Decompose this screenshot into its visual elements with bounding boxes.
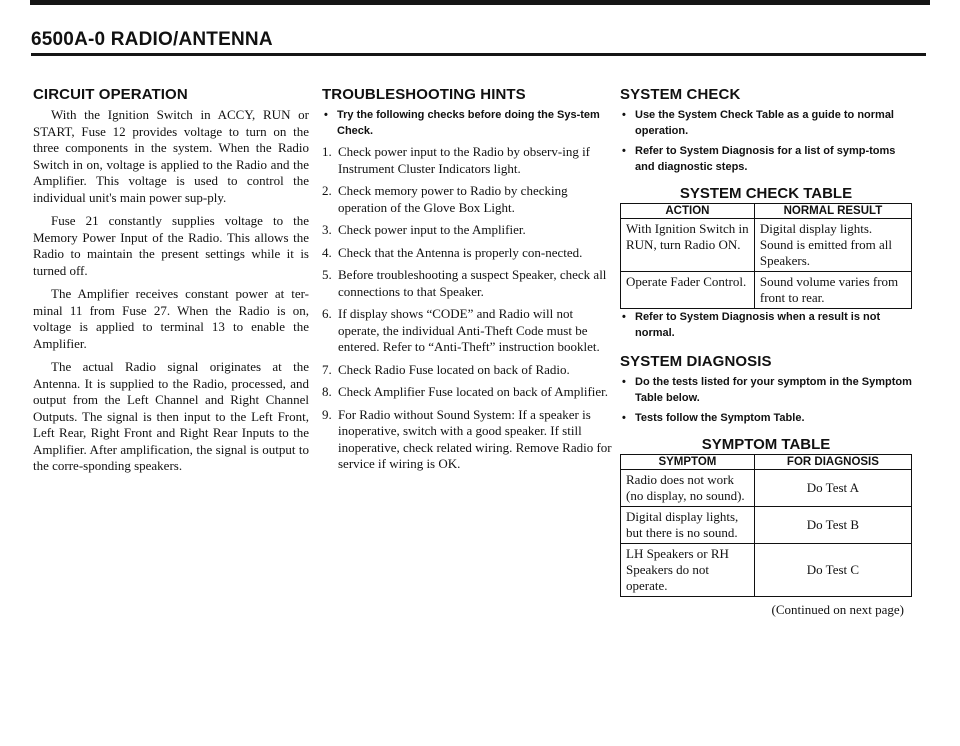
bullet-text: Try the following checks before doing the Sys-tem Check.: [337, 109, 600, 137]
paragraph: With the Ignition Switch in ACCY, RUN or START, Fuse 12 provides voltage to turn on the three components in the system. When the Radio Switch in on, voltage is applied to the Radio and the Amplifier. This voltage is used to control the individual unit's main power sup-ply.: [33, 107, 309, 205]
list-item: [322, 362, 614, 379]
list-item: [322, 183, 614, 216]
item-number: 6.: [322, 306, 332, 321]
top-rule: [30, 0, 930, 5]
table-cell: Sound volume varies from front to rear.: [754, 272, 911, 309]
item-text: Before troubleshooting a suspect Speaker, check all connections to that Speaker.: [338, 267, 607, 299]
bullet-text: Refer to System Diagnosis when a result is not normal.: [635, 311, 881, 339]
table-cell: Digital display lights. Sound is emitted from all Speakers.: [754, 219, 911, 272]
item-number: 2.: [322, 183, 332, 198]
list-item: [322, 144, 614, 177]
bullet-text: Use the System Check Table as a guide to normal operation.: [635, 109, 894, 137]
item-number: 8.: [322, 384, 332, 399]
item-number: 5.: [322, 267, 332, 282]
list-item: [322, 245, 614, 262]
bullet-item: [620, 143, 912, 175]
hints-list: [322, 144, 614, 473]
item-text: If display shows “CODE” and Radio will not operate, the individual Anti-Theft Code must be entered. Refer to “Anti-Theft” instruction booklet.: [338, 306, 600, 354]
troubleshooting-section: [322, 86, 614, 479]
bullet-icon: •: [622, 412, 626, 424]
symptom-table-title: SYMPTOM TABLE: [701, 436, 831, 453]
troubleshooting-heading: TROUBLESHOOTING HINTS: [322, 86, 526, 103]
bullet-text: Tests follow the Symptom Table.: [635, 412, 805, 424]
bullet-icon: •: [324, 109, 328, 121]
bullet-icon: •: [622, 311, 626, 323]
bullet-text: Do the tests listed for your symptom in the Symptom Table below.: [635, 376, 912, 404]
bullet-icon: •: [622, 145, 626, 157]
table-cell: Do Test A: [754, 470, 911, 507]
system-check-note: [620, 309, 912, 341]
page-title: 6500A-0 RADIO/ANTENNA: [31, 29, 273, 50]
bullet-item: [322, 107, 614, 139]
system-check-section: [620, 86, 912, 618]
table-cell: LH Speakers or RH Speakers do not operate.: [621, 544, 755, 597]
bullet-item: [620, 107, 912, 139]
bullet-icon: •: [622, 109, 626, 121]
list-item: [322, 306, 614, 356]
table-header-row: [621, 455, 912, 470]
continued-note: (Continued on next page): [771, 602, 904, 617]
item-text: Check power input to the Radio by observ-ing if Instrument Cluster Indicators light.: [338, 144, 591, 176]
system-check-heading: SYSTEM CHECK: [620, 86, 741, 103]
table-row: [621, 470, 912, 507]
column-header: SYMPTOM: [621, 455, 755, 470]
item-text: For Radio without Sound System: If a speaker is inoperative, switch with a good speaker. If still inoperative, check related wiring. Remove Radio for service if wiring is OK.: [338, 406, 612, 471]
table-cell: Digital display lights, but there is no sound.: [621, 507, 755, 544]
item-text: Check that the Antenna is properly con-nected.: [338, 244, 583, 260]
table-row: [621, 507, 912, 544]
item-text: Check power input to the Amplifier.: [338, 222, 526, 237]
list-item: [322, 407, 614, 473]
table-row: [621, 272, 912, 309]
bullet-item: [620, 374, 912, 406]
table-cell: Radio does not work (no display, no sound).: [621, 470, 755, 507]
item-number: 3.: [322, 222, 332, 237]
paragraph: The Amplifier receives constant power at ter-minal 11 from Fuse 27. When the Radio is on, voltage is applied to terminal 13 to enable the Amplifier.: [33, 286, 309, 351]
circuit-operation-heading: CIRCUIT OPERATION: [33, 86, 188, 103]
item-text: Check Radio Fuse located on back of Radio.: [338, 361, 570, 377]
paragraph: Fuse 21 constantly supplies voltage to the Memory Power Input of the Radio. This allows the Radio to maintain the present settings while it is turned off.: [33, 213, 309, 278]
system-check-bullets: [620, 107, 912, 175]
list-item: [322, 384, 614, 401]
item-text: Check memory power to Radio by checking operation of the Glove Box Light.: [338, 183, 568, 215]
column-header: NORMAL RESULT: [754, 204, 911, 219]
item-text: Check Amplifier Fuse located on back of Amplifier.: [338, 384, 609, 399]
item-number: 9.: [322, 406, 332, 422]
column-header: ACTION: [621, 204, 755, 219]
table-header-row: [621, 204, 912, 219]
system-check-table: [620, 203, 912, 309]
system-diagnosis-bullets: [620, 374, 912, 426]
troubleshooting-bullets: [322, 107, 614, 139]
item-number: 4.: [322, 244, 332, 260]
header-rule: [31, 53, 926, 56]
bullet-item: [620, 309, 912, 341]
table-row: [621, 544, 912, 597]
table-cell: Operate Fader Control.: [621, 272, 755, 309]
bullet-icon: •: [622, 376, 626, 388]
column-header: FOR DIAGNOSIS: [754, 455, 911, 470]
circuit-operation-section: [33, 86, 309, 482]
table-cell: With Ignition Switch in RUN, turn Radio ON.: [621, 219, 755, 272]
table-row: [621, 219, 912, 272]
list-item: [322, 267, 614, 300]
symptom-table: [620, 454, 912, 597]
bullet-text: Refer to System Diagnosis for a list of symp-toms and diagnostic steps.: [635, 145, 896, 173]
table-cell: Do Test B: [754, 507, 911, 544]
bullet-item: [620, 410, 912, 426]
item-number: 1.: [322, 144, 332, 159]
list-item: [322, 222, 614, 239]
table-cell: Do Test C: [754, 544, 911, 597]
system-check-table-title: SYSTEM CHECK TABLE: [679, 185, 853, 202]
paragraph: The actual Radio signal originates at the Antenna. It is supplied to the Radio, processed, and output from the Left Channel and Right Channel Outputs. The signal is then input to the Left Front, Left Rear, Right Front and Right Rear Inputs to the Amplifier. After amplification, the signal is output to the corre-sponding speakers.: [33, 359, 309, 473]
item-number: 7.: [322, 361, 332, 377]
system-diagnosis-heading: SYSTEM DIAGNOSIS: [620, 353, 772, 370]
